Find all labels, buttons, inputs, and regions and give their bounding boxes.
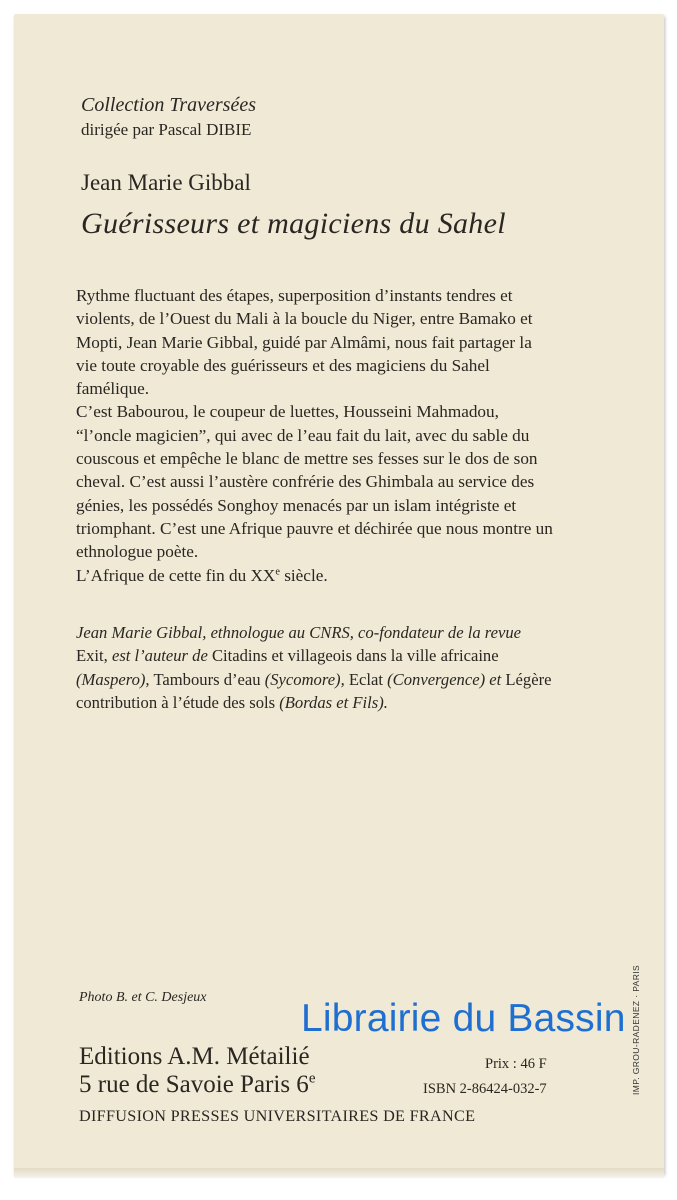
bio-author-of: est l’auteur de bbox=[111, 646, 208, 666]
blurb-century-end: siècle. bbox=[279, 565, 328, 585]
bookseller-watermark: Librairie du Bassin bbox=[301, 997, 626, 1040]
blurb-century-sup: e bbox=[275, 565, 280, 577]
publisher-address bbox=[79, 1071, 315, 1099]
bio-publisher-4: (Bordas et Fils). bbox=[279, 692, 388, 712]
bio-book-3: Eclat bbox=[348, 669, 383, 689]
collection-director: dirigée par Pascal DIBIE bbox=[81, 120, 252, 139]
bio-book-2: Tambours d’eau bbox=[153, 669, 261, 689]
bio-intro: Jean Marie Gibbal, ethnologue au CNRS, co-fondateur de la revue bbox=[76, 623, 522, 642]
book-title: Guérisseurs et magiciens du Sahel bbox=[81, 207, 506, 240]
blurb-paragraph-1: Rythme fluctuant des étapes, superposition d’instants tendres et violents, de l’Ouest du Mali à la boucle du Niger, entre Bamako et Mopti, Jean Marie Gibbal, guidé par Almâmi, nous fait partager la vie toute croyable des guérisseurs et des magiciens du Sahel famélique. bbox=[76, 286, 533, 399]
publisher-address-sup: e bbox=[308, 1070, 316, 1087]
blurb-century: L’Afrique de cette fin du XX bbox=[76, 565, 276, 585]
publisher-address-text: 5 rue de Savoie Paris 6 bbox=[79, 1071, 309, 1098]
isbn: ISBN 2-86424-032-7 bbox=[423, 1081, 547, 1097]
book-author: Jean Marie Gibbal bbox=[81, 170, 251, 195]
bio-publisher-2: (Sycomore), bbox=[264, 669, 345, 689]
publisher-name: Editions A.M. Métailié bbox=[79, 1043, 310, 1070]
collection-name: Collection Traversées bbox=[81, 94, 256, 116]
author-bio bbox=[76, 621, 556, 714]
bio-publisher-1: (Maspero), bbox=[76, 669, 150, 689]
photo-credit: Photo B. et C. Desjeux bbox=[79, 990, 207, 1005]
bio-book-1: Citadins et villageois dans la ville africaine bbox=[211, 646, 499, 666]
blurb-paragraph-2: C’est Babourou, le coupeur de luettes, Housseini Mahmadou, “l’oncle magicien”, qui avec de l’eau fait du lait, avec du sable du couscous et empêche le blanc de mettre ses fesses sur le dos de son cheval. C’est aussi l’austère confrérie des Ghimbala au service des génies, les possédés Songhoy menacés par un islam intégriste et triomphant. C’est une Afrique pauvre et déchirée que nous montre un ethnologue poète. bbox=[76, 402, 553, 562]
bio-exit: Exit, bbox=[76, 646, 108, 666]
bio-publisher-3: (Convergence) et bbox=[387, 669, 502, 689]
bio-book-4: Légère contribution à l’étude des sols bbox=[76, 669, 552, 712]
price: Prix : 46 F bbox=[485, 1056, 547, 1072]
blurb bbox=[76, 284, 556, 587]
printer-imprint: IMP. GROU-RADENEZ · PARIS bbox=[631, 964, 641, 1095]
cover-bottom-edge bbox=[14, 1168, 664, 1178]
blurb-paragraph-3 bbox=[76, 564, 556, 587]
diffusion-line: DIFFUSION PRESSES UNIVERSITAIRES DE FRANCE bbox=[79, 1107, 476, 1125]
